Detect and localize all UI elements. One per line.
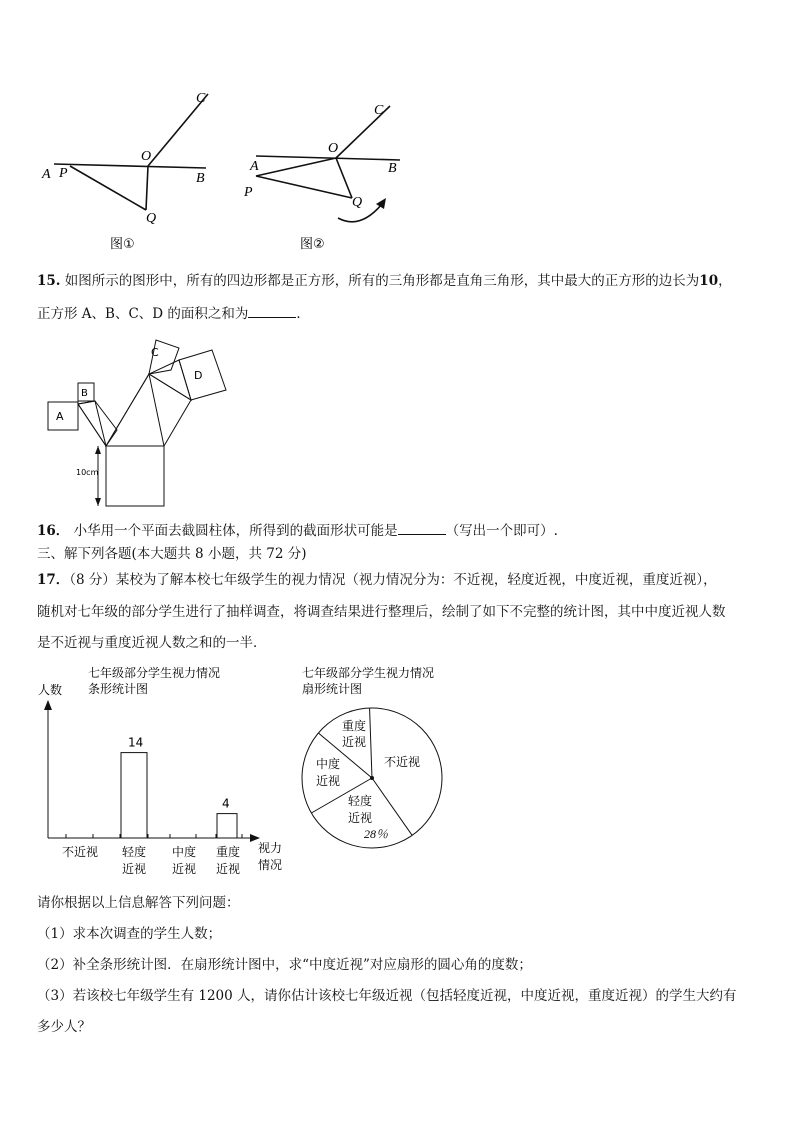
q15-comma: ， xyxy=(718,273,732,289)
pie-label-moderate-2: 近视 xyxy=(316,774,341,788)
category-label-0-0: 不近视 xyxy=(62,845,99,859)
dimension-arrow-up-icon xyxy=(95,446,101,454)
y-axis-arrow-icon xyxy=(44,700,52,710)
q16-answer-blank[interactable] xyxy=(398,520,446,535)
figure-1 xyxy=(54,94,208,210)
square-C-label: C xyxy=(151,346,159,359)
bar-1 xyxy=(121,753,147,838)
fig1-label-Q: Q xyxy=(146,211,157,226)
fig1-caption: 图① xyxy=(110,237,135,252)
q17-sub1-text: （1）求本次调查的学生人数； xyxy=(37,926,222,942)
length-label: 10cm xyxy=(76,468,99,477)
pythagoras-squares-figure xyxy=(40,330,240,512)
q17-sub3-text-1: （3）若该校七年级学生有 1200 人，请你估计该校七年级近视（包括轻度近视，中度近视，重度近视）的学生大约有 xyxy=(37,988,737,1004)
q17-number: 17． xyxy=(37,572,70,588)
category-label-3-1: 近视 xyxy=(216,862,241,876)
q15-line2 xyxy=(37,303,310,323)
bar-3 xyxy=(217,814,237,838)
q17-text-2: 随机对七年级的部分学生进行了抽样调查，将调查结果进行整理后，绘制了如下不完整的统计图，其中中度近视人数 xyxy=(37,604,726,620)
fig1-label-B: B xyxy=(196,171,205,186)
pie-label-severe-1: 重度 xyxy=(342,719,367,733)
fig2-caption: 图② xyxy=(300,237,325,252)
pie-label-mild-1: 轻度 xyxy=(348,794,373,808)
fig2-label-A: A xyxy=(250,159,259,174)
pie-label-severe-2: 近视 xyxy=(342,735,367,749)
square-B-label: B xyxy=(81,388,88,399)
category-label-2-0: 中度 xyxy=(172,845,197,859)
pie-label-mild-2: 近视 xyxy=(348,811,373,825)
q17-line3 xyxy=(37,634,267,652)
angle-figures xyxy=(30,80,450,260)
q15-text-2: 正方形 A、B、C、D 的面积之和为 xyxy=(37,306,249,322)
pie-label-none: 不近视 xyxy=(384,755,421,769)
q17-sub2-text: （2）补全条形统计图．在扇形统计图中，求“中度近视”对应扇形的圆心角的度数； xyxy=(37,957,532,973)
q16-text: 小华用一个平面去截圆柱体，所得到的截面形状可能是 xyxy=(73,523,398,539)
pie-center-dot xyxy=(370,776,374,780)
pie-chart-title: 七年级部分学生视力情况 xyxy=(302,666,435,680)
bar-chart-subtitle: 条形统计图 xyxy=(88,682,149,696)
q17-sub3-line1 xyxy=(37,987,737,1005)
fig1-label-C: C xyxy=(196,91,206,106)
fig2-label-P: P xyxy=(244,185,253,200)
q17-sub3-text-2: 多少人？ xyxy=(37,1019,91,1035)
q16 xyxy=(37,520,558,540)
square-D-label: D xyxy=(194,369,203,382)
fig1-label-P: P xyxy=(59,166,68,181)
bar-chart-xlabel-2: 情况 xyxy=(258,858,283,872)
q15-line1 xyxy=(37,272,732,290)
pie-annotation: 28％ xyxy=(364,827,389,841)
q17-line1 xyxy=(37,571,717,589)
section-3-text: 三、解下列各题(本大题共 8 小题，共 72 分) xyxy=(37,546,307,562)
rotation-arrow-icon xyxy=(376,198,386,209)
q17-text-1: （8 分）某校为了解本校七年级学生的视力情况（视力情况分为：不近视，轻度近视，中度近视，重度近视）， xyxy=(69,572,717,588)
dimension-arrow-down-icon xyxy=(95,498,101,506)
bar-chart xyxy=(36,662,296,882)
fig2-label-O: O xyxy=(328,141,339,156)
q17-line2 xyxy=(37,603,726,621)
bar-value-label-3: 4 xyxy=(222,796,230,811)
q17-text-3: 是不近视与重度近视人数之和的一半． xyxy=(37,635,267,651)
pie-chart-subtitle: 扇形统计图 xyxy=(302,682,363,696)
square-A-label: A xyxy=(56,410,64,423)
q15-answer-blank[interactable] xyxy=(248,303,296,318)
category-label-1-1: 近视 xyxy=(122,862,147,876)
category-label-2-1: 近视 xyxy=(172,862,197,876)
fig2-label-C: C xyxy=(374,103,384,118)
q15-value: 10 xyxy=(699,273,719,289)
fig2-label-B: B xyxy=(388,161,397,176)
fig1-label-A: A xyxy=(42,167,51,182)
q17-sub1 xyxy=(37,925,221,943)
q17-after xyxy=(37,894,240,912)
fig2-label-Q: Q xyxy=(352,195,363,210)
fig1-label-O: O xyxy=(141,149,152,164)
q16-text-end: （写出一个即可）. xyxy=(445,523,558,539)
category-label-1-0: 轻度 xyxy=(122,845,147,859)
category-label-3-0: 重度 xyxy=(216,845,241,859)
section-3-title xyxy=(37,545,306,563)
q17-sub3-line2 xyxy=(37,1018,91,1036)
pie-label-moderate-1: 中度 xyxy=(316,757,341,771)
bar-chart-ylabel: 人数 xyxy=(38,683,63,697)
q15-period: ． xyxy=(296,306,310,322)
bar-value-label-1: 14 xyxy=(128,735,144,750)
q16-number: 16． xyxy=(37,523,70,539)
bar-chart-xlabel-1: 视力 xyxy=(258,841,283,855)
pie-chart xyxy=(296,662,476,862)
q17-after-text: 请你根据以上信息解答下列问题： xyxy=(37,895,240,911)
q17-sub2 xyxy=(37,956,532,974)
q15-text-1: 如图所示的图形中，所有的四边形都是正方形，所有的三角形都是直角三角形，其中最大的正方形的边长为 xyxy=(64,273,700,289)
bar-chart-title: 七年级部分学生视力情况 xyxy=(88,666,221,680)
q15-number: 15. xyxy=(37,273,61,289)
